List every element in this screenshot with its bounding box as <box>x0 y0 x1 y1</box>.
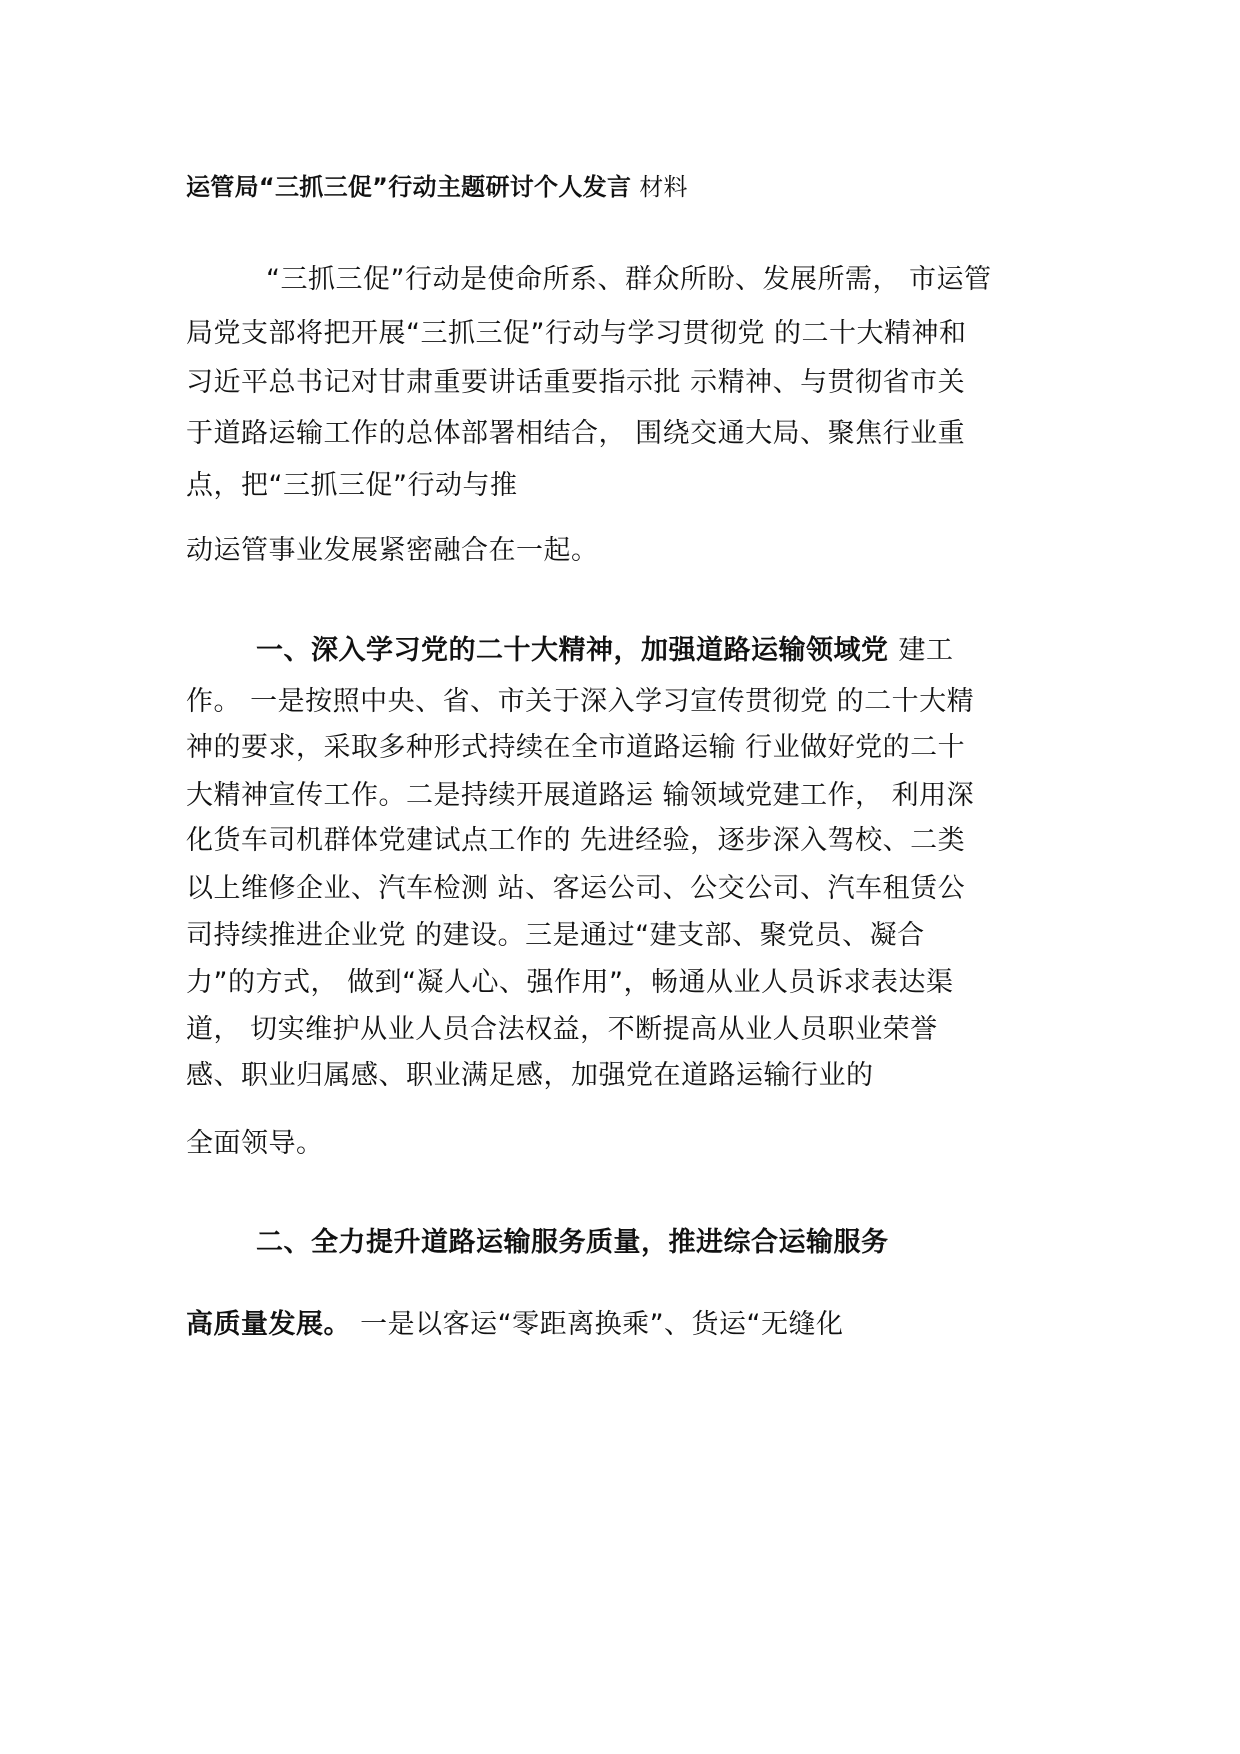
intro-line: “三抓三促”行动是使命所系、群众所盼、发展所需， 市运管 <box>266 264 992 295</box>
section1-line: 大精神宣传工作。二是持续开展道路运 输领域党建工作， 利用深 <box>186 780 975 811</box>
section1-line: 感、职业归属感、职业满足感，加强党在道路运输行业的 <box>186 1060 874 1091</box>
section1-line: 道， 切实维护从业人员合法权益，不断提高从业人员职业荣誉 <box>186 1014 938 1045</box>
intro-line: 点，把“三抓三促”行动与推 <box>186 470 518 501</box>
section1-line: 化货车司机群体党建试点工作的 先进经验，逐步深入驾校、二类 <box>186 825 966 856</box>
section1-line: 神的要求，采取多种形式持续在全市道路运输 行业做好党的二十 <box>186 732 966 763</box>
section1-line: 作。 一是按照中央、省、市关于深入学习宣传贯彻党 的二十大精 <box>186 686 975 717</box>
section2-heading-bold: 高质量发展。 <box>186 1309 351 1340</box>
section1-heading-bold: 一、深入学习党的二十大精神，加强道路运输领域党 <box>256 635 889 666</box>
section2-line <box>186 1307 844 1343</box>
intro-line: 于道路运输工作的总体部署相结合， 围绕交通大局、聚焦行业重 <box>186 418 966 449</box>
title-main: 运管局“三抓三促”行动主题研讨个人发言 <box>186 173 632 201</box>
intro-line: 动运管事业发展紧密融合在一起。 <box>186 535 599 566</box>
intro-line: 习近平总书记对甘肃重要讲话重要指示批 示精神、与贯彻省市关 <box>186 367 966 398</box>
section1-line: 以上维修企业、汽车检测 站、客运公司、公交公司、汽车租赁公 <box>186 873 966 904</box>
section2-heading: 二、全力提升道路运输服务质量，推进综合运输服务 <box>256 1227 889 1258</box>
intro-line: 局党支部将把开展“三抓三促”行动与学习贯彻党 的二十大精神和 <box>186 318 967 349</box>
section1-heading-tail: 建工 <box>898 635 954 666</box>
section1-heading <box>256 633 954 669</box>
title-suffix: 材料 <box>639 173 688 201</box>
document-title <box>186 170 688 204</box>
section1-line: 司持续推进企业党 的建设。三是通过“建支部、聚党员、凝合 <box>186 920 925 951</box>
section2-line-text: 一是以客运“零距离换乘”、货运“无缝化 <box>351 1309 844 1340</box>
section1-line: 力”的方式， 做到“凝人心、强作用”，畅通从业人员诉求表达渠 <box>186 967 954 998</box>
section1-line: 全面领导。 <box>186 1128 324 1159</box>
